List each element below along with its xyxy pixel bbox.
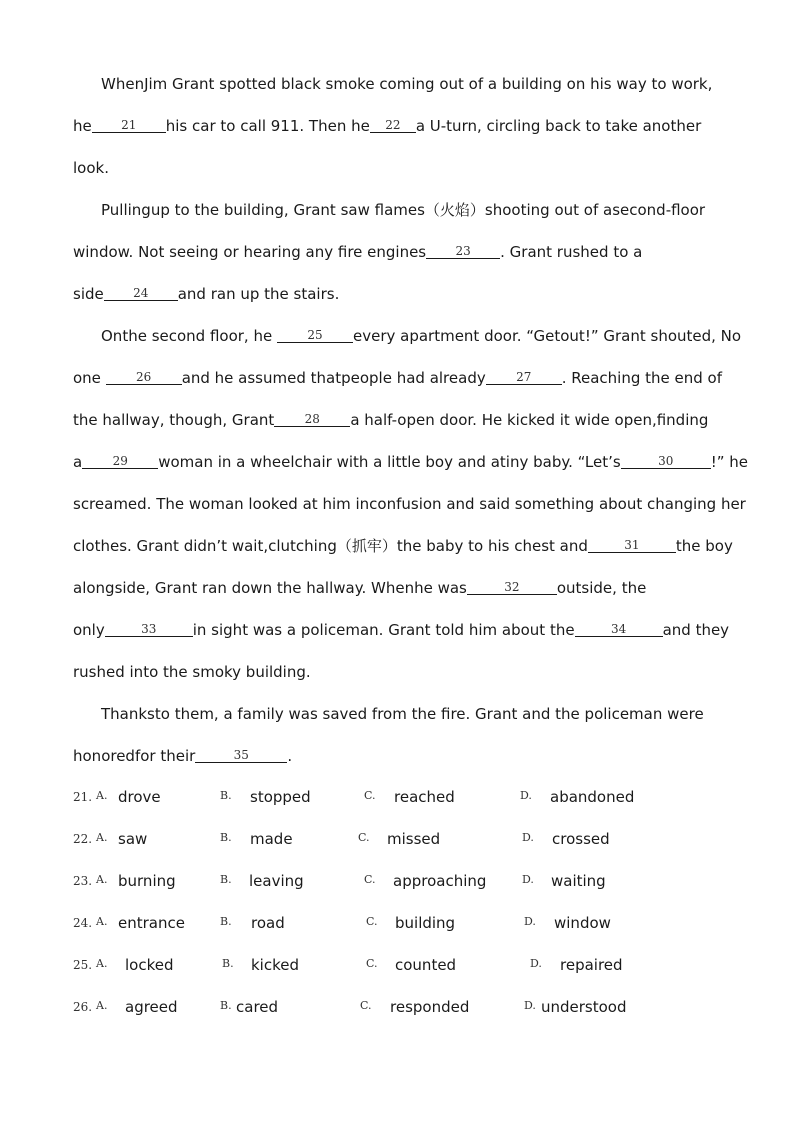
passage-line [73, 578, 646, 598]
option-letter: A. [96, 831, 108, 844]
passage-line [73, 536, 733, 556]
passage-line [73, 242, 642, 262]
option-letter: C. [366, 915, 378, 928]
blank-25: 25 [277, 328, 353, 343]
blank-26: 26 [106, 370, 182, 385]
option-c: responded [390, 998, 470, 1016]
option-d: understood [541, 998, 627, 1016]
option-a: burning [118, 872, 176, 890]
option-b: stopped [250, 788, 311, 806]
question-number: 24. [73, 916, 93, 930]
passage-text: and they [662, 621, 730, 639]
option-letter: D. [530, 957, 542, 970]
option-b: cared [236, 998, 279, 1016]
option-d: waiting [551, 872, 606, 890]
question-number: 23. [73, 874, 93, 888]
passage-text: every apartment door. “Getout!” Grant shouted, No [352, 327, 742, 345]
question-number: 22. [73, 832, 93, 846]
blank-27: 27 [486, 370, 562, 385]
option-letter: A. [96, 873, 108, 886]
passage-text: Pullingup to the building, Grant saw flames（火焰）shooting out of asecond-floor [101, 201, 706, 219]
passage-line [101, 74, 712, 94]
option-c: building [395, 914, 456, 932]
option-letter: D. [522, 831, 534, 844]
blank-35: 35 [195, 748, 287, 763]
passage-text: a U-turn, circling back to take another [415, 117, 702, 135]
passage-line [101, 326, 741, 346]
question-number: 21. [73, 790, 93, 804]
option-letter: C. [366, 957, 378, 970]
passage-text: one [73, 369, 106, 387]
passage-text: honoredfor their [73, 747, 196, 765]
passage-line [73, 368, 722, 388]
option-a: locked [125, 956, 174, 974]
question-row [73, 956, 733, 976]
passage-line [73, 620, 729, 640]
option-a: entrance [118, 914, 185, 932]
question-row [73, 914, 733, 934]
option-a: saw [118, 830, 148, 848]
blank-22: 22 [370, 118, 416, 133]
option-letter: D. [524, 915, 536, 928]
option-b: kicked [251, 956, 300, 974]
option-letter: A. [96, 915, 108, 928]
option-letter: D. [524, 999, 536, 1012]
option-d: abandoned [550, 788, 635, 806]
option-letter: C. [360, 999, 372, 1012]
passage-text: his car to call 911. Then he [165, 117, 370, 135]
option-c: approaching [393, 872, 487, 890]
passage-text: woman in a wheelchair with a little boy and atiny baby. “Let’s [158, 453, 621, 471]
passage-text: and ran up the stairs. [177, 285, 340, 303]
blank-32: 32 [467, 580, 557, 595]
blank-34: 34 [575, 622, 663, 637]
option-letter: B. [222, 957, 234, 970]
passage-text: . Reaching the end of [561, 369, 723, 387]
option-letter: B. [220, 831, 232, 844]
passage-text: window. Not seeing or hearing any fire engines [73, 243, 427, 261]
option-letter: A. [96, 957, 108, 970]
passage-text: look. [73, 159, 109, 177]
blank-24: 24 [104, 286, 178, 301]
passage-line [73, 116, 701, 136]
passage-text: side [73, 285, 104, 303]
passage-text: Thanksto them, a family was saved from the fire. Grant and the policeman were [101, 705, 704, 723]
option-letter: A. [96, 999, 108, 1012]
passage-text: alongside, Grant ran down the hallway. Whenhe was [73, 579, 467, 597]
passage-line [73, 746, 292, 766]
blank-33: 33 [105, 622, 193, 637]
passage-text: only [73, 621, 105, 639]
passage-text: Onthe second floor, he [101, 327, 277, 345]
question-number: 25. [73, 958, 93, 972]
blank-21: 21 [92, 118, 166, 133]
option-c: reached [394, 788, 455, 806]
option-c: counted [395, 956, 457, 974]
option-b: road [251, 914, 285, 932]
question-number: 26. [73, 1000, 93, 1014]
option-letter: C. [364, 873, 376, 886]
option-d: window [554, 914, 611, 932]
question-row [73, 788, 733, 808]
option-letter: B. [220, 999, 232, 1012]
option-d: repaired [560, 956, 623, 974]
option-letter: B. [220, 873, 232, 886]
passage-text: in sight was a policeman. Grant told him about the [192, 621, 575, 639]
passage-text: the hallway, though, Grant [73, 411, 275, 429]
passage-text: and he assumed thatpeople had already [181, 369, 486, 387]
passage-line [73, 662, 311, 682]
passage-text: clothes. Grant didn’t wait,clutching（抓牢）the baby to his chest and [73, 537, 588, 555]
passage-text: . Grant rushed to a [500, 243, 643, 261]
passage-line [73, 284, 339, 304]
passage-text: the boy [675, 537, 733, 555]
option-d: crossed [552, 830, 610, 848]
question-row [73, 830, 733, 850]
passage-text: a [73, 453, 83, 471]
blank-23: 23 [426, 244, 500, 259]
option-c: missed [387, 830, 441, 848]
question-row [73, 998, 733, 1018]
passage-text: outside, the [556, 579, 647, 597]
blank-31: 31 [588, 538, 676, 553]
blank-28: 28 [274, 412, 350, 427]
option-b: leaving [249, 872, 304, 890]
passage-text: rushed into the smoky building. [73, 663, 311, 681]
option-letter: D. [522, 873, 534, 886]
option-letter: C. [364, 789, 376, 802]
option-a: agreed [125, 998, 178, 1016]
option-letter: D. [520, 789, 532, 802]
passage-line [101, 200, 705, 220]
passage-text: WhenJim Grant spotted black smoke coming out of a building on his way to work, [101, 75, 713, 93]
option-a: drove [118, 788, 161, 806]
passage-line [73, 158, 109, 178]
blank-29: 29 [82, 454, 158, 469]
passage-line [73, 452, 748, 472]
passage-text: !” he [710, 453, 749, 471]
option-letter: B. [220, 915, 232, 928]
passage-line [73, 410, 708, 430]
blank-30: 30 [621, 454, 711, 469]
passage-line [73, 494, 746, 514]
passage-text: a half-open door. He kicked it wide open,finding [350, 411, 709, 429]
passage-text: he [73, 117, 92, 135]
option-b: made [250, 830, 293, 848]
option-letter: A. [96, 789, 108, 802]
passage-line [101, 704, 704, 724]
option-letter: C. [358, 831, 370, 844]
option-letter: B. [220, 789, 232, 802]
passage-text: . [287, 747, 293, 765]
passage-text: screamed. The woman looked at him inconfusion and said something about changing her [73, 495, 746, 513]
question-row [73, 872, 733, 892]
